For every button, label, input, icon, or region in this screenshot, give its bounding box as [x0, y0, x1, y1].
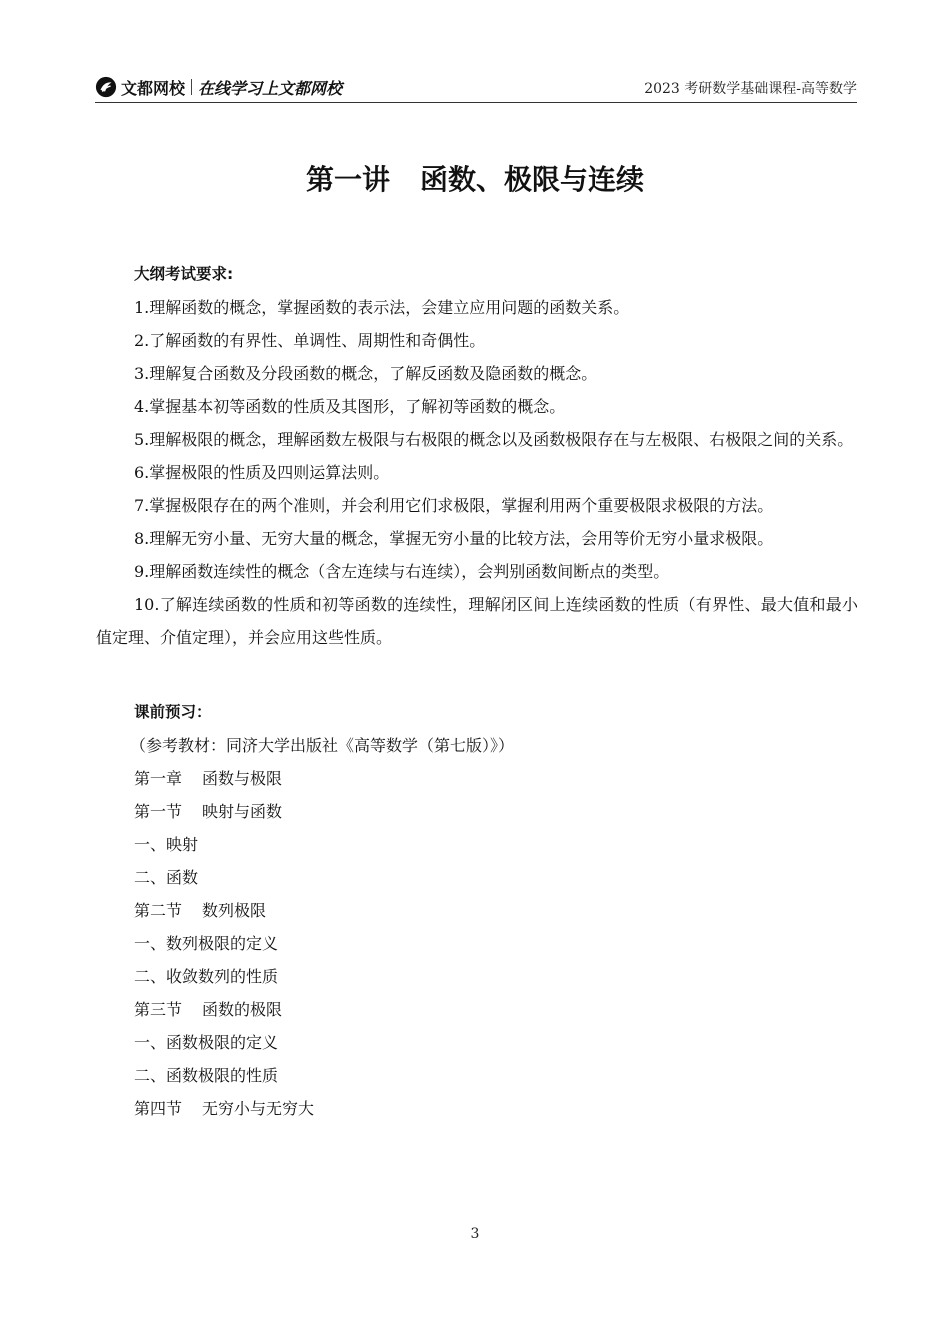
outline-item: 二、函数	[134, 868, 199, 887]
outline-item: 第二节 数列极限	[134, 901, 267, 920]
page-title	[0, 158, 950, 198]
syllabus-item: 1.理解函数的概念，掌握函数的表示法，会建立应用问题的函数关系。	[134, 298, 630, 317]
main-content	[96, 258, 858, 1125]
syllabus-item: 3.理解复合函数及分段函数的概念，了解反函数及隐函数的概念。	[134, 364, 598, 383]
logo-slogan: 在线学习上文都网校	[198, 78, 343, 98]
syllabus-item: 6.掌握极限的性质及四则运算法则。	[134, 463, 390, 482]
outline-item: 一、映射	[134, 835, 199, 854]
logo-divider	[191, 79, 192, 95]
lecture-number: 第一讲	[305, 163, 390, 196]
syllabus-item: 9.理解函数连续性的概念（含左连续与右连续），会判别函数间断点的类型。	[134, 562, 670, 581]
logo-name: 文都网校	[121, 78, 186, 98]
outline-item: 一、数列极限的定义	[134, 934, 279, 953]
logo	[95, 74, 342, 100]
outline-item: 第一节 映射与函数	[134, 802, 283, 821]
outline-item: 第三节 函数的极限	[134, 1000, 283, 1019]
lecture-topic: 函数、极限与连续	[420, 163, 645, 196]
outline-item: 一、函数极限的定义	[134, 1033, 279, 1052]
page-header	[95, 72, 857, 103]
syllabus-heading: 大纲考试要求:	[134, 265, 234, 283]
outline-item: 第四节 无穷小与无穷大	[134, 1099, 315, 1118]
outline-item: 二、收敛数列的性质	[134, 967, 279, 986]
syllabus-item: 8.理解无穷小量、无穷大量的概念，掌握无穷小量的比较方法，会用等价无穷小量求极限。	[134, 529, 774, 548]
syllabus-item: 7.掌握极限存在的两个准则，并会利用它们求极限，掌握利用两个重要极限求极限的方法。	[134, 496, 774, 515]
reference-textbook: （参考教材：同济大学出版社《高等数学（第七版）》）	[130, 736, 515, 755]
syllabus-item: 10.了解连续函数的性质和初等函数的连续性，理解闭区间上连续函数的性质（有界性、最大值和最小值定理、介值定理），并会应用这些性质。	[96, 595, 858, 647]
page-number: 3	[470, 1226, 480, 1242]
syllabus-item: 5.理解极限的概念，理解函数左极限与右极限的概念以及函数极限存在与左极限、右极限之间的关系。	[134, 430, 854, 449]
syllabus-item: 2.了解函数的有界性、单调性、周期性和奇偶性。	[134, 331, 486, 350]
preview-heading: 课前预习：	[134, 703, 212, 721]
course-title: 2023 考研数学基础课程-高等数学	[644, 81, 857, 97]
wendu-logo-icon	[95, 76, 117, 98]
syllabus-item: 4.掌握基本初等函数的性质及其图形，了解初等函数的概念。	[134, 397, 566, 416]
outline-item: 第一章 函数与极限	[134, 769, 283, 788]
outline-item: 二、函数极限的性质	[134, 1066, 279, 1085]
